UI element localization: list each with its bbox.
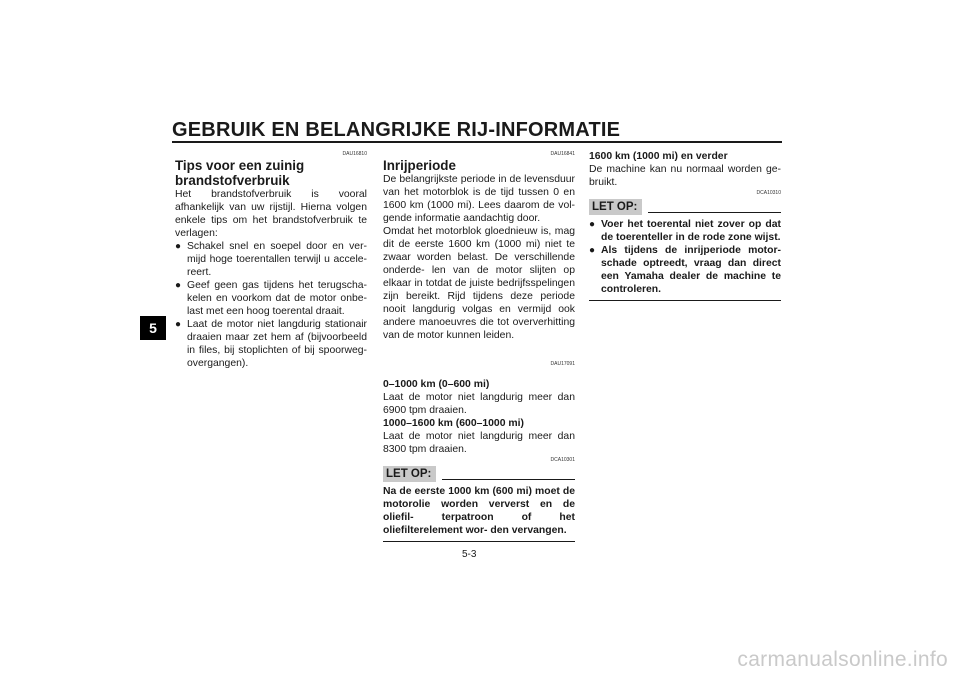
list-item (175, 240, 367, 279)
bullet-icon: ● (589, 219, 596, 230)
column-fuel-tips (175, 150, 367, 370)
column-break-in (383, 150, 575, 542)
bullet-icon: ● (589, 245, 596, 256)
list-item-text: Als tijdens de inrijperiode motor- schade optreedt, vraag dan direct een Yamaha dealer de machine te controleren. (601, 245, 781, 295)
notice-header (383, 466, 575, 482)
notice-text: Na de eerste 1000 km (600 mi) moet de motorolie worden ververst en de oliefil- terpatroon of het oliefilterelement wor- den vervangen. (383, 486, 575, 536)
bullet-icon: ● (175, 280, 182, 291)
notice-badge: LET OP: (589, 199, 642, 215)
list-item (175, 318, 367, 370)
list-item-text: Schakel snel en soepel door en ver- mijd hoge toerentallen terwijl u accele- reert. (187, 241, 367, 278)
notice-badge: LET OP: (383, 466, 436, 482)
notice-rule (648, 212, 781, 213)
list-item-text: Laat de motor niet langdurig stationair draaien maar zet hem af (bijvoorbeeld in files, bij stoplichten of bij spoorweg- overgangen). (187, 319, 367, 369)
list-item (589, 218, 781, 244)
notice-end-rule (383, 541, 575, 542)
bullet-icon: ● (175, 319, 182, 330)
title-rule (172, 141, 782, 143)
section-code: DAU16841 (550, 151, 575, 157)
column-after-break-in (589, 150, 781, 301)
after-break-in-subheading: 1600 km (1000 mi) en verder (589, 151, 728, 162)
bullet-icon: ● (175, 241, 182, 252)
section-heading-break-in: Inrijperiode (383, 158, 456, 173)
notice-rule (442, 479, 575, 480)
page-number: 5-3 (462, 549, 477, 560)
break-in-text-1: Laat de motor niet langdurig meer dan 6900 tpm draaien. (383, 392, 575, 416)
section-heading-fuel: Tips voor een zuinig brandstofverbruik (175, 158, 305, 188)
notice-code: DCA10301 (550, 457, 575, 463)
chapter-tab: 5 (140, 316, 166, 340)
section-code: DAU16810 (342, 151, 367, 157)
break-in-subheading-2: 1000–1600 km (600–1000 mi) (383, 418, 524, 429)
fuel-intro-text: Het brandstofverbruik is vooral afhankelijk van uw rijstijl. Hierna volgen enkele tips om het brandstofverbruik te verlagen: (175, 189, 367, 239)
list-item-text: Voer het toerental niet zover op dat de toerenteller in de rode zone wijst. (601, 219, 781, 243)
notice-code: DCA10310 (756, 190, 781, 196)
break-in-intro-text: De belangrijkste periode in de levensduur van het motorblok is de tijd tussen 0 en 1600 km (1000 mi). Lees daarom de vol- gende informatie aandachtig door. (383, 174, 575, 224)
fuel-tips-list (175, 240, 367, 370)
list-item (175, 279, 367, 318)
notice-header (589, 199, 781, 215)
break-in-subheading-1: 0–1000 km (0–600 mi) (383, 379, 490, 390)
notice-end-rule (589, 300, 781, 301)
break-in-text-2: Laat de motor niet langdurig meer dan 8300 tpm draaien. (383, 431, 575, 455)
list-item (589, 244, 781, 296)
notice-list (589, 218, 781, 296)
list-item-text: Geef geen gas tijdens het terugscha- kelen en voorkom dat de motor onbe- last met een hoog toerental draait. (187, 280, 367, 317)
break-in-detail-text: Omdat het motorblok gloednieuw is, mag dit de eerste 1600 km (1000 mi) niet te zwaar worden belast. De verschillende onderde- len van de motor slijten op elkaar in totdat de juiste bedrijfsspelingen zijn bereikt. Rijd tijdens deze periode nooit langdurig volgas en vermijd ook andere manoeuvres die tot oververhitting van de motor kunnen leiden. (383, 226, 575, 341)
page-title: GEBRUIK EN BELANGRIJKE RIJ-INFORMATIE (172, 119, 621, 141)
after-break-in-text: De machine kan nu normaal worden ge- bruikt. (589, 164, 781, 188)
section-code: DAU17091 (550, 361, 575, 367)
watermark: carmanualsonline.info (737, 648, 948, 671)
